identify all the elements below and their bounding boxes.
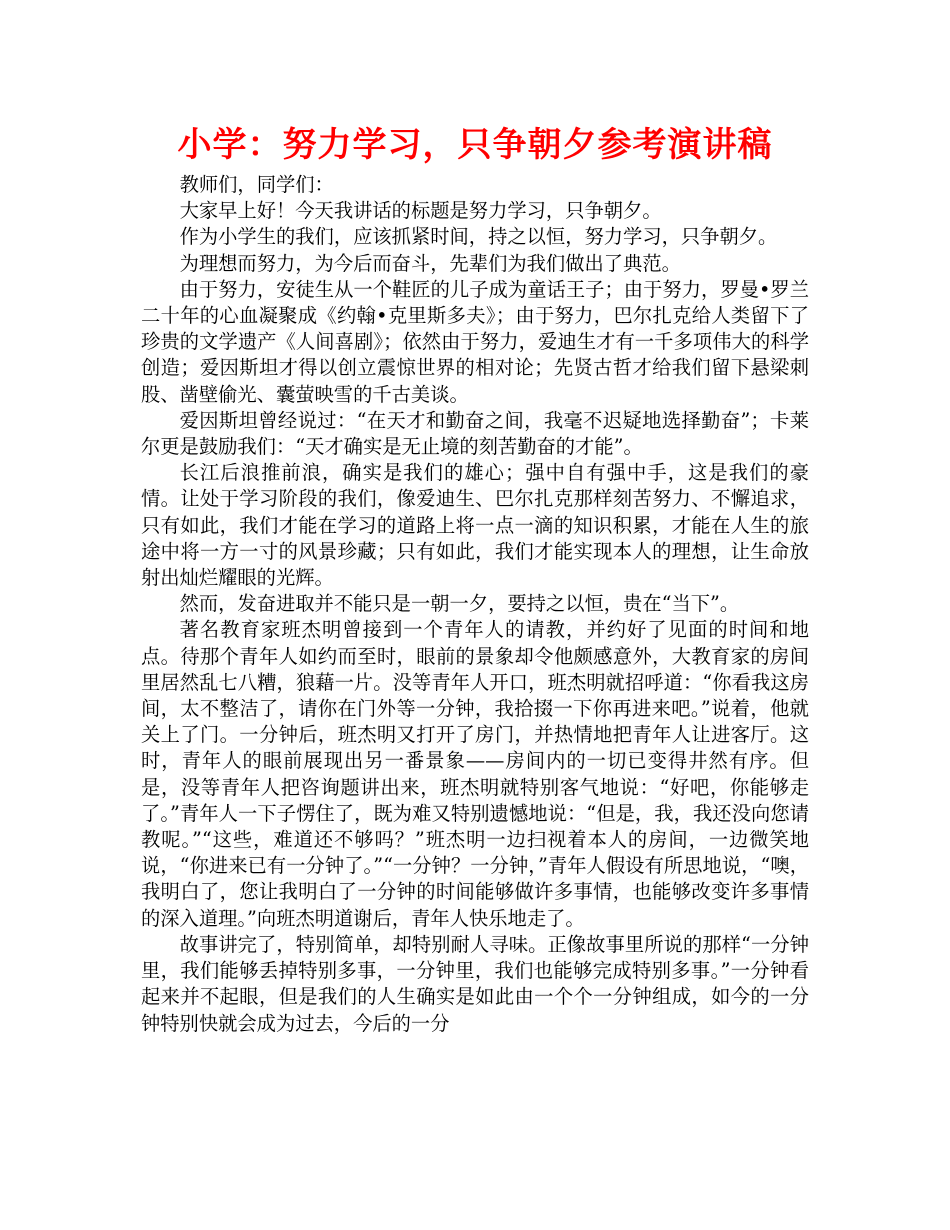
paragraph-opening: 大家早上好！今天我讲话的标题是努力学习，只争朝夕。: [179, 199, 662, 223]
paragraph: 由于努力，安徒生从一个鞋匠的儿子成为童话王子；由于努力，罗曼•罗兰二十年的心血凝聚成《约翰•克里斯多夫》；由于努力，巴尔扎克给人类留下了珍贵的文学遗产《人间喜剧》；依然由于努力，爱迪生才有一千多项伟大的科学创造；爱因斯坦才得以创立震惊世界的相对论；先贤古哲才给我们留下悬梁刺股、凿壁偷光、囊萤映雪的千古美谈。: [141, 277, 809, 406]
paragraph-greeting: 教师们，同学们：: [179, 173, 334, 196]
paragraph: 故事讲完了，特别简单，却特别耐人寻味。正像故事里所说的那样“一分钟里，我们能够丢掉特别多事，一分钟里，我们也能够完成特别多事。”一分钟看起来并不起眼，但是我们的人生确实是如此由一个个一分钟组成，如今的一分钟特别快就会成为过去，今后的一分: [141, 932, 809, 1035]
document-title: 小学：努力学习，只争朝夕参考演讲稿: [177, 125, 773, 165]
paragraph: 作为小学生的我们，应该抓紧时间，持之以恒，努力学习，只争朝夕。: [179, 225, 778, 249]
paragraph: 为理想而努力，为今后而奋斗，先辈们为我们做出了典范。: [179, 251, 681, 275]
paragraph-story: 著名教育家班杰明曾接到一个青年人的请教，并约好了见面的时间和地点。待那个青年人如约而至时，眼前的景象却令他颇感意外，大教育家的房间里居然乱七八糟，狼藉一片。没等青年人开口，班杰明就招呼道：“你看我这房间，太不整洁了，请你在门外等一分钟，我拾掇一下你再进来吧。”说着，他就关上了门。一分钟后，班杰明又打开了房门，并热情地把青年人让进客厅。这时，青年人的眼前展现出另一番景象——房间内的一切已变得井然有序。但是，没等青年人把咨询题讲出来，班杰明就特别客气地说：“好吧，你能够走了。”青年人一下子愣住了，既为难又特别遗憾地说：“但是，我，我还没向您请教呢。”“这些，难道还不够吗？”班杰明一边扫视着本人的房间，一边微笑地说，“你进来已有一分钟了。”“一分钟？一分钟，”青年人假设有所思地说，“噢，我明白了，您让我明白了一分钟的时间能够做许多事情，也能够改变许多事情的深入道理。”向班杰明道谢后，青年人快乐地走了。: [141, 618, 809, 930]
paragraph: 爱因斯坦曾经说过：“在天才和勤奋之间，我毫不迟疑地选择勤奋”；卡莱尔更是鼓励我们：“天才确实是无止境的刻苦勤奋的才能”。: [141, 408, 809, 459]
paragraph: 然而，发奋进取并不能只是一朝一夕，要持之以恒，贵在“当下”。: [179, 592, 740, 616]
document-body: [141, 172, 809, 1037]
document-page: [141, 118, 809, 1037]
paragraph: 长江后浪推前浪，确实是我们的雄心；强中自有强中手，这是我们的豪情。让处于学习阶段的我们，像爱迪生、巴尔扎克那样刻苦努力、不懈追求，只有如此，我们才能在学习的道路上将一点一滴的知识积累，才能在人生的旅途中将一方一寸的风景珍藏；只有如此，我们才能实现本人的理想，让生命放射出灿烂耀眼的光辉。: [141, 461, 809, 590]
